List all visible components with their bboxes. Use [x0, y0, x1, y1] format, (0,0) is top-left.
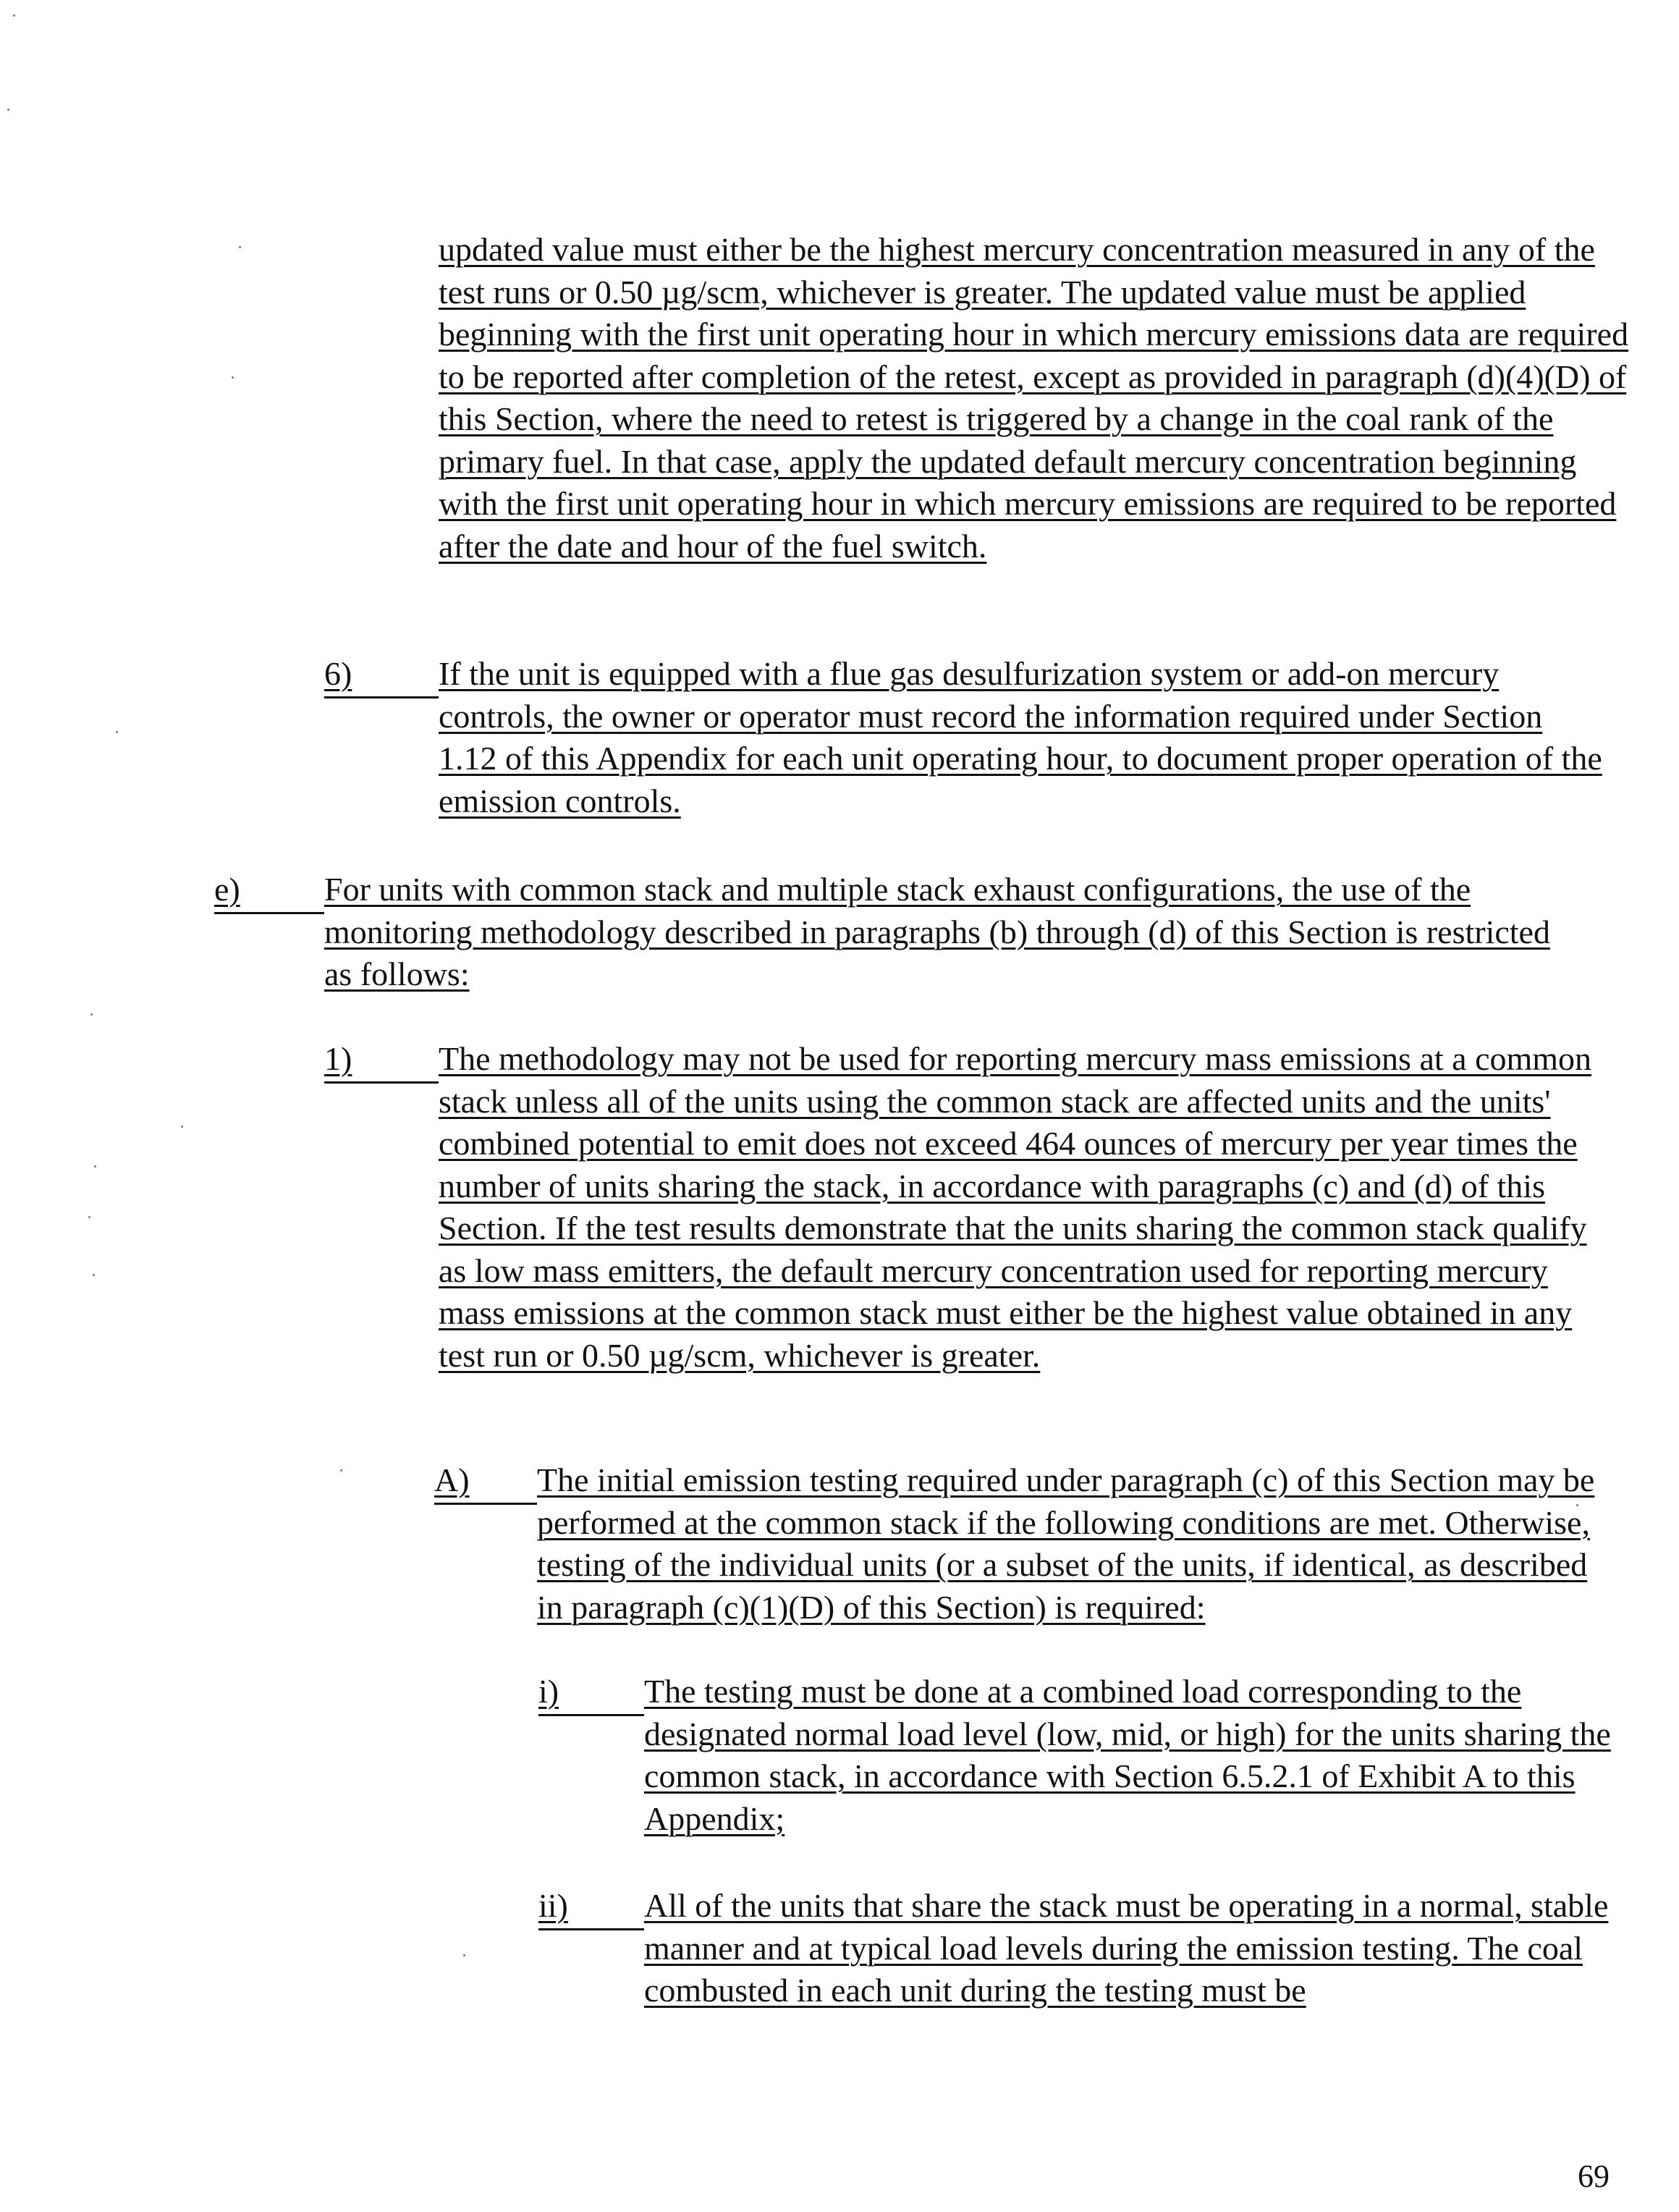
continuation-paragraph: updated value must either be the highest mercury concentration measured in any of the test runs or 0.50 µg/scm, whichever is greater. The updated value must be applied beginning with the first unit operating hour in which mercury emissions data are required to be reported after completion of the retest, except as provided in paragraph (d)(4)(D) of this Section, where the need to retest is triggered by a change in the coal rank of the primary fuel. In that case, apply the updated default mercury concentration beginning with the first unit operating hour in which mercury emissions are required to be reported after the date and hour of the fuel switch. — [439, 231, 1629, 565]
item-i-paragraph: The testing must be done at a combined load corresponding to the designated normal load level (low, mid, or high) for the units sharing the common stack, in accordance with Section 6.5.2.1 of Exhibit A to this Appendix; — [644, 1673, 1611, 1837]
scan-speck — [181, 1126, 183, 1128]
item-e-lead-underline — [214, 912, 324, 914]
item-1-marker: 1) — [324, 1040, 352, 1077]
scan-speck — [232, 376, 234, 379]
item-e-marker: e) — [214, 871, 240, 908]
scan-speck — [116, 731, 118, 733]
item-i-marker: i) — [538, 1673, 559, 1710]
item-i-lead-underline — [538, 1714, 644, 1716]
scan-speck — [88, 1216, 90, 1218]
item-A-lead-underline — [434, 1503, 537, 1505]
item-1-paragraph: The methodology may not be used for reporting mercury mass emissions at a common stack unless all of the units using the common stack are affected units and the units' combined potential to emit does not exceed 464 ounces of mercury per year times the number of units sharing the stack, in accordance with paragraphs (c) and (d) of this Section. If the test results demonstrate that the units sharing the common stack qualify as low mass emitters, the default mercury concentration used for reporting mercury mass emissions at the common stack must either be the highest value obtained in any test run or 0.50 µg/scm, whichever is greater. — [439, 1040, 1592, 1374]
item-A-marker: A) — [434, 1461, 470, 1498]
item-6-lead-underline — [324, 696, 439, 698]
item-6-paragraph: If the unit is equipped with a flue gas desulfurization system or add-on mercury controls, the owner or operator must record the information required under Section 1.12 of this Appendix for each unit operating hour, to document proper operation of the emission controls. — [439, 655, 1602, 819]
scan-speck — [239, 246, 241, 248]
scan-speck — [463, 1954, 465, 1956]
scan-speck — [93, 1274, 95, 1276]
scan-speck — [13, 14, 15, 17]
item-6-marker: 6) — [324, 655, 352, 692]
item-1-lead-underline — [324, 1081, 439, 1084]
item-ii-paragraph: All of the units that share the stack must be operating in a normal, stable manner and at typical load levels during the emission testing. The coal combusted in each unit during the testing must be — [644, 1887, 1609, 2009]
scan-speck — [90, 1013, 93, 1016]
item-e-paragraph: For units with common stack and multiple stack exhaust configurations, the use of the monitoring methodology described in paragraphs (b) through (d) of this Section is restricted as follows: — [324, 871, 1550, 992]
item-A-paragraph: The initial emission testing required under paragraph (c) of this Section may be performed at the common stack if the following conditions are met. Otherwise, testing of the individual units (or a subset of the units, if identical, as described in paragraph (c)(1)(D) of this Section) is required: — [537, 1461, 1595, 1626]
scan-speck — [94, 1165, 96, 1168]
scan-speck — [340, 1469, 342, 1472]
item-ii-lead-underline — [538, 1928, 644, 1930]
page-number: 69 — [1578, 2158, 1610, 2194]
item-ii-marker: ii) — [538, 1887, 568, 1924]
scan-speck — [7, 109, 9, 111]
